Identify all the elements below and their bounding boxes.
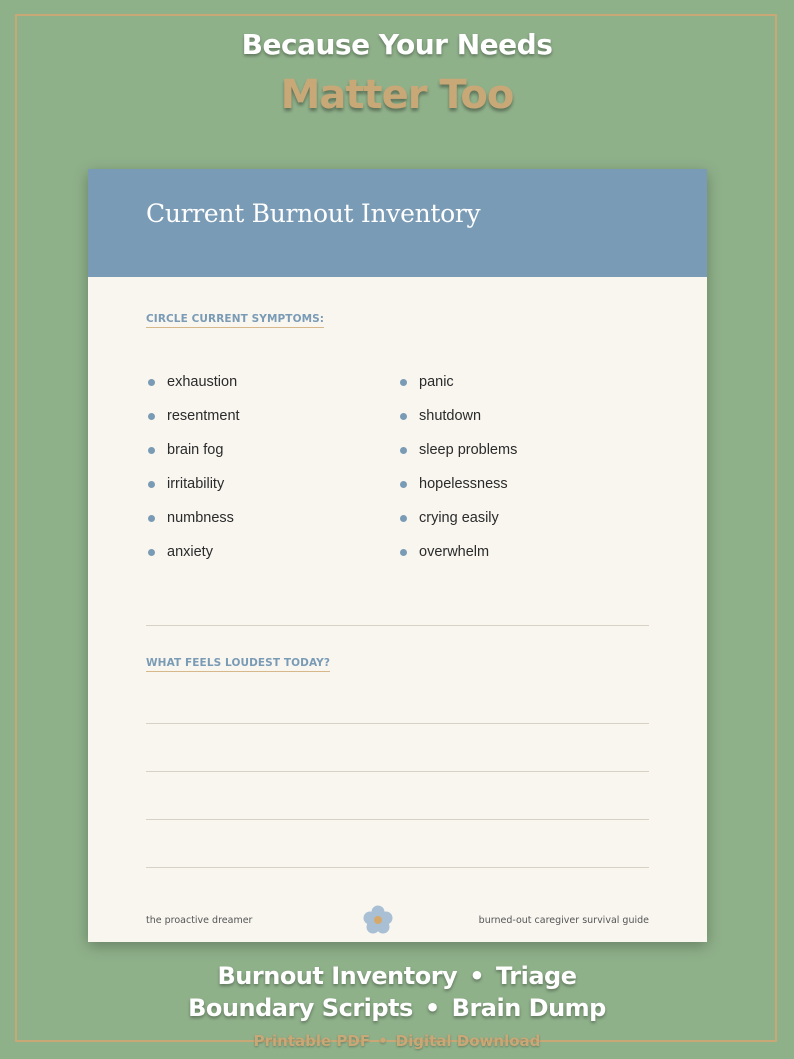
features-line-2 bbox=[0, 994, 794, 1022]
symptom-label: exhaustion bbox=[167, 374, 238, 390]
symptom-item[interactable] bbox=[398, 501, 517, 535]
format-digital-download: Digital Download bbox=[395, 1032, 541, 1050]
feature-boundary-scripts: Boundary Scripts bbox=[188, 994, 413, 1022]
feature-triage: Triage bbox=[496, 962, 577, 990]
loudest-label: WHAT FEELS LOUDEST TODAY? bbox=[146, 657, 330, 672]
flower-icon bbox=[362, 904, 394, 936]
headline-line-2: Matter Too bbox=[280, 72, 514, 118]
bullet-icon bbox=[148, 515, 155, 522]
bullet-icon bbox=[400, 515, 407, 522]
features-line-1 bbox=[0, 962, 794, 990]
symptom-item[interactable] bbox=[146, 365, 240, 399]
symptom-label: brain fog bbox=[167, 442, 224, 458]
card-title: Current Burnout Inventory bbox=[146, 199, 481, 228]
symptom-item[interactable] bbox=[146, 433, 240, 467]
symptoms-right-column bbox=[398, 365, 517, 569]
writing-line[interactable] bbox=[146, 723, 649, 724]
worksheet-card bbox=[88, 169, 707, 942]
symptom-label: hopelessness bbox=[419, 476, 508, 492]
symptom-label: shutdown bbox=[419, 408, 482, 424]
symptom-item[interactable] bbox=[146, 535, 240, 569]
symptoms-left-column bbox=[146, 365, 240, 569]
symptom-item[interactable] bbox=[398, 467, 517, 501]
writing-line[interactable] bbox=[146, 819, 649, 820]
headline-line-1: Because Your Needs bbox=[241, 28, 553, 61]
bullet-icon bbox=[148, 379, 155, 386]
symptom-label: panic bbox=[419, 374, 454, 390]
footer-brand: the proactive dreamer bbox=[146, 915, 253, 926]
separator: • bbox=[378, 1032, 388, 1050]
symptom-label: irritability bbox=[167, 476, 225, 492]
symptom-label: numbness bbox=[167, 510, 234, 526]
feature-brain-dump: Brain Dump bbox=[451, 994, 606, 1022]
symptom-label: crying easily bbox=[419, 510, 499, 526]
bullet-icon bbox=[400, 481, 407, 488]
symptoms-label: CIRCLE CURRENT SYMPTOMS: bbox=[146, 313, 324, 328]
footer-guide-title: burned-out caregiver survival guide bbox=[478, 915, 649, 926]
writing-line[interactable] bbox=[146, 771, 649, 772]
bullet-icon bbox=[148, 549, 155, 556]
symptom-item[interactable] bbox=[398, 433, 517, 467]
section-divider bbox=[146, 625, 649, 626]
bullet-icon bbox=[400, 379, 407, 386]
card-header bbox=[88, 169, 707, 277]
bullet-icon bbox=[148, 413, 155, 420]
bullet-icon bbox=[400, 549, 407, 556]
symptom-label: overwhelm bbox=[419, 544, 490, 560]
symptom-item[interactable] bbox=[146, 467, 240, 501]
separator: • bbox=[424, 994, 440, 1022]
symptom-label: anxiety bbox=[167, 544, 213, 560]
symptom-item[interactable] bbox=[398, 399, 517, 433]
symptom-label: sleep problems bbox=[419, 442, 518, 458]
writing-line[interactable] bbox=[146, 867, 649, 868]
bullet-icon bbox=[148, 481, 155, 488]
bullet-icon bbox=[400, 413, 407, 420]
symptom-item[interactable] bbox=[398, 535, 517, 569]
symptom-label: resentment bbox=[167, 408, 240, 424]
bullet-icon bbox=[400, 447, 407, 454]
format-line bbox=[0, 1032, 794, 1050]
symptom-item[interactable] bbox=[398, 365, 517, 399]
bullet-icon bbox=[148, 447, 155, 454]
separator: • bbox=[469, 962, 485, 990]
format-printable-pdf: Printable PDF bbox=[253, 1032, 371, 1050]
symptom-item[interactable] bbox=[146, 501, 240, 535]
feature-burnout-inventory: Burnout Inventory bbox=[217, 962, 458, 990]
symptom-item[interactable] bbox=[146, 399, 240, 433]
